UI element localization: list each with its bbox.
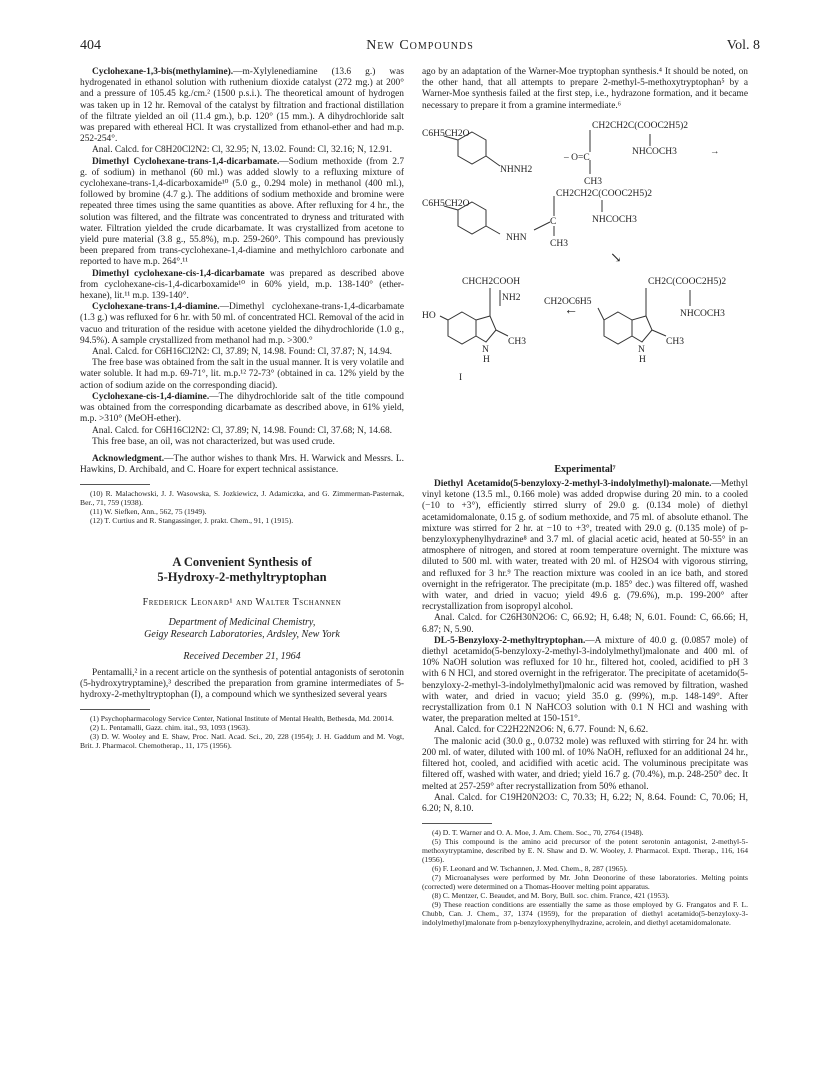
analysis-line: Anal. Calcd. for C26H30N2O6: C, 66.92; H, 6.48; N, 6.01. Found: C, 66.66; H, 6.87; N, 5.90. <box>422 613 748 635</box>
paragraph-text: —A mixture of 40.0 g. (0.0857 mole) of diethyl acetamido(5-benzyloxy-2-methyl-3-indolylmethyl)malonate and 400 ml. of 10% NaOH solution was refluxed for 10 hr., filtered hot, cooled, acidified to pH 3 with 6 N HCl, and stored overnight in the refrigerator. The precipitate of acetamido(5-benzyloxy-2-methyl-3-indolylmethyl)malonic acid was removed by filtration, washed with water, and dried in vacuo; yield 35.0 g. (99%), m.p. 148-149°. After recrystallization from 0.1 N NaHCO3 solution with 0.1 N HCl and washing with water, the preparation melted at 150-151°. <box>422 635 748 725</box>
reaction-arrow: ↘ <box>610 250 622 266</box>
scheme-label: NHNH2 <box>500 164 533 175</box>
paragraph-cis-diamine <box>80 392 404 426</box>
scheme-label: C6H5CH2O <box>422 128 470 139</box>
scheme-label: H <box>639 354 646 365</box>
paragraph-text: was prepared as described above from cyclohexane-cis-1,4-dicarboxamide¹⁰ in 60% yield, m.p. 138-140° (ether-hexane), lit.¹¹ m.p. 139-140°. <box>80 268 404 302</box>
received-date: Received December 21, 1964 <box>183 650 301 662</box>
paragraph-malonate <box>422 479 748 613</box>
analysis-line: Anal. Calcd. for C6H16Cl2N2: Cl, 37.89; N, 14.98. Found: Cl, 37.68; N, 14.68. <box>92 425 392 436</box>
compound-title: Diethyl Acetamido(5-benzyloxy-2-methyl-3-indolylmethyl)-malonate. <box>434 479 712 490</box>
scheme-label: CH3 <box>584 176 602 187</box>
scheme-label: CHCH2COOH <box>462 276 521 287</box>
scheme-label: H <box>483 354 490 365</box>
acknowledgment-title: Acknowledgment. <box>92 453 165 464</box>
scheme-label: NHCOCH3 <box>680 308 725 319</box>
scheme-label: NHCOCH3 <box>632 146 677 157</box>
scheme-label: N <box>638 344 645 355</box>
scheme-label: N <box>482 344 489 355</box>
article-title-line: A Convenient Synthesis of <box>172 555 312 570</box>
indole-benzene-ring-right <box>604 312 632 344</box>
scheme-label: CH3 <box>666 336 684 347</box>
compound-title: Dimethyl cyclohexane-cis-1,4-dicarbamate <box>92 268 265 279</box>
journal-title: New Compounds <box>366 38 474 53</box>
scheme-label: CH2OC6H5 <box>544 296 592 307</box>
scheme-label: C <box>550 216 557 227</box>
reaction-arrow: → <box>710 146 720 157</box>
volume-label: Vol. 8 <box>726 38 760 53</box>
compound-title: Cyclohexane-cis-1,4-diamine. <box>92 391 210 402</box>
footnote: (7) Microanalyses were performed by Mr. John Deonorine of these laboratories. Melting points (corrected) were determined on a Thomas-Hoover melting point apparatus. <box>422 873 748 892</box>
paragraph-tryptophan <box>422 636 748 726</box>
footnote: (5) This compound is the amino acid precursor of the potent serotonin antagonist, 2-methyl-5-methoxytryptamine, described by E. N. Shaw and D. W. Wooley, J. Pharmacol. Exptl. Therap., 116, 164 (1956). <box>422 837 748 865</box>
scheme-label: NHN <box>506 232 527 243</box>
paragraph-text: —m-Xylylenediamine (13.6 g.) was hydrogenated in ethanol solution with ruthenium dioxide catalyst (272 mg.) at 200° and a pressure of 105.45 kg./cm.² (1500 p.s.i.). The theoretical amount of hydrogen was taken up in 12 hr. Removal of the catalyst by filtration and fractional distillation of the filtrate yielded an oil (11.4 gm.), b.p. 120° (15 mm.). A dihydrochloride salt was prepared with ethereal HCl. It was crystallized from ethanol-ether and had m.p. 252-254°. <box>80 67 404 145</box>
compound-title: Dimethyl Cyclohexane-trans-1,4-dicarbamate. <box>92 156 280 167</box>
acknowledgment <box>80 454 404 476</box>
compound-title: Cyclohexane-1,3-bis(methylamine). <box>92 67 234 77</box>
scheme-label: C6H5CH2O <box>422 198 470 209</box>
footnote-rule <box>422 823 492 824</box>
affiliation-line: Department of Medicinal Chemistry, <box>168 616 316 628</box>
compound-number: I <box>459 372 463 383</box>
analysis-line: Anal. Calcd. for C19H20N2O3: C, 70.33; H, 6.22; N, 8.64. Found: C, 70.06; H, 6.20; N, 8.10. <box>422 792 748 814</box>
compound-title: Cyclohexane-trans-1,4-diamine. <box>92 302 220 313</box>
paragraph-cis-dicarbamate <box>80 269 404 303</box>
reaction-scheme-drawing <box>422 112 748 460</box>
paragraph-free-base: The free base was obtained from the salt in the usual manner. It is very volatile and water soluble. It had m.p. 69-71°, lit. m.p.¹² 72-73° (obtained in ca. 12% yield by the action of sodium azide on the corresponding diacid). <box>80 358 404 391</box>
indole-pyrrole-ring-right <box>632 316 652 342</box>
article-title <box>80 555 404 585</box>
paragraph-text: —Dimethyl cyclohexane-trans-1,4-dicarbamate (1.3 g.) was refluxed for 6 hr. with 50 ml. of concentrated HCl. Removal of the acid in vacuo and trituration of the residue with acetone yielded the dihydrochloride (1.0 g., 94.5%). A sample crystallized from methanol had m.p. >300.° <box>80 302 404 346</box>
scheme-label: CH3 <box>550 238 568 249</box>
analysis-line: Anal. Calcd. for C8H20Cl2N2: Cl, 32.95; N, 13.02. Found: Cl, 32.16; N, 12.91. <box>92 145 392 156</box>
right-column <box>422 67 748 927</box>
footnote: (10) R. Malachowski, J. J. Wasowska, S. Jozkiewicz, J. Adamiczka, and G. Zimmerman-Pasternak, Ber., 71, 759 (1938). <box>80 489 404 508</box>
acknowledgment-text: —The author wishes to thank Mrs. H. Warwick and Messrs. L. Hawkins, D. Archibald, and C. Hoare for expert technical assistance. <box>80 453 404 476</box>
left-column <box>80 67 404 750</box>
indole-pyrrole-ring <box>476 316 496 342</box>
footnote: (12) T. Curtius and R. Stangassinger, J. prakt. Chem., 91, 1 (1915). <box>90 516 294 526</box>
paragraph-text: —The dihydrochloride salt of the title compound was obtained from the corresponding dicarbamate as described above, in 61% yield, m.p. >310° (MeOH-ether). <box>80 391 404 425</box>
scheme-label: CH3 <box>508 336 526 347</box>
scheme-label: CH2CH2C(COOC2H5)2 <box>592 120 689 131</box>
footnote: (1) Psychopharmacology Service Center, National Institute of Mental Health, Bethesda, Md. 20014. <box>90 714 394 724</box>
footnote: (3) D. W. Wooley and E. Shaw, Proc. Natl. Acad. Sci., 20, 228 (1954); J. H. Gaddum and M. Vogt, Brit. J. Pharmacol. Chemotherap., 11, 175 (1956). <box>80 732 404 751</box>
paragraph-text: —Methyl vinyl ketone (13.5 ml., 0.166 mole) was added dropwise during 20 min. to a cooled (−10 to +3°), efficiently stirred slurry of 29.0 g. (0.134 mole) of diethyl acetamidomalonate, 0.15 g. of sodium methoxide, and 75 ml. of absolute ethanol. The mixture was stirred for 2 hr. at −10 to +3°, treated with 29.0 g. (0.135 mole) of p-benzyloxyphenylhydrazine⁸ and 3.7 ml. of glacial acetic acid, heated at 50-55° in an atmosphere of nitrogen, and stored at room temperature overnight. The mixture was diluted to 500 ml. with water, treated with 20 ml. of H2SO4 with vigorous stirring, and refluxed for 3 hr.⁹ The reaction mixture was cooled in an ice bath, and stored overnight in the refrigerator. The precipitate (m.p. 185° dec.) was filtered off, washed with water, and dried in vacuo; yield 49.6 g. (79.6%), m.p. 199-200° after recrystallization from isopropyl alcohol. <box>422 479 748 613</box>
scheme-label: NHCOCH3 <box>592 214 637 225</box>
scheme-label: – O=C <box>564 152 590 163</box>
analysis-line: Anal. Calcd. for C6H16Cl2N2: Cl, 37.89; N, 14.98. Found: Cl, 37.87; N, 14.94. <box>92 347 392 358</box>
footnote-rule <box>80 484 150 485</box>
reaction-scheme <box>422 112 748 460</box>
scheme-label: NH2 <box>502 292 521 303</box>
article-affiliation <box>80 617 404 641</box>
scheme-label: HO <box>422 310 436 321</box>
paragraph-trans-diamine <box>80 302 404 347</box>
paragraph-trans-dicarbamate <box>80 157 404 269</box>
scheme-label: CH2CH2C(COOC2H5)2 <box>556 188 653 199</box>
footnote: (2) L. Pentamalli, Gazz. chim. ital., 93, 1093 (1963). <box>90 723 250 733</box>
footnote: (6) F. Leonard and W. Tschannen, J. Med. Chem., 8, 287 (1965). <box>432 864 628 874</box>
intro-continuation: ago by an adaptation of the Warner-Moe tryptophan synthesis.⁴ It should be noted, on the other hand, that all attempts to prepare 2-methyl-5-methoxytryptophan⁵ by a Warner-Moe synthesis failed at the first step, i.e., hydrazone formation, and it became necessary to prepare it from a gramine intermediate.⁶ <box>422 67 748 111</box>
running-header <box>80 38 760 56</box>
page-number: 404 <box>80 38 101 53</box>
article-intro: Pentamalli,² in a recent article on the synthesis of potential antagonists of serotonin (5-hydroxytryptamine),³ described the preparation from gramine intermediates of 5-hydroxy-2-methyltryptophan (I), a compound which we synthesized several years <box>80 667 404 701</box>
paragraph-text: —Sodium methoxide (from 2.7 g. of sodium) in methanol (60 ml.) was added slowly to a refluxing mixture of cyclohexane-trans-1,4-dicarboxamide¹⁰ (5.0 g., 0.294 mole) in methanol (400 ml.), followed by bromine (4.7 g.). The additions of sodium methoxide and bromine were repeated three times using the same quantities as above. After refluxing for 4 hr., the solution was filtered, and the filtrate was concentrated to dryness and triturated with water. Filtration yielded the crude dicarbamate. It was crystallized from acetone to yield pure material (3.8 g., 55.8%), m.p. 259-260°. This compound has previously been prepared from trans-cyclohexane-1,4-diamine and methylchloro carbonate and reported to have m.p. 264°.¹¹ <box>80 156 405 268</box>
experimental-heading: Experimental⁷ <box>554 463 616 475</box>
footnote: (11) W. Siefken, Ann., 562, 75 (1949). <box>90 507 207 517</box>
analysis-line: Anal. Calcd. for C22H22N2O6: N, 6.77. Found: N, 6.62. <box>434 725 649 736</box>
footnote-rule <box>80 709 150 710</box>
affiliation-line: Geigy Research Laboratories, Ardsley, New York <box>144 628 340 640</box>
footnote: (4) D. T. Warner and O. A. Moe, J. Am. Chem. Soc., 70, 2764 (1948). <box>432 828 644 838</box>
paragraph-note: This free base, an oil, was not characterized, but was used crude. <box>92 436 335 447</box>
footnote: (8) C. Mentzer, C. Beaudet, and M. Bory, Bull. soc. chim. France, 421 (1953). <box>432 891 670 901</box>
paragraph-cyclohexane-bis-methylamine <box>80 67 404 145</box>
scheme-label: CH2C(COOC2H5)2 <box>648 276 727 287</box>
reaction-arrow: ← <box>564 302 578 318</box>
indole-benzene-ring <box>448 312 476 344</box>
paragraph-malonic-acid: The malonic acid (30.0 g., 0.0732 mole) was refluxed with stirring for 24 hr. with 200 ml. of water, diluted with 100 ml. of 10% NaOH, refluxed for an additional 24 hr., filtered hot, cooled, and acidified with acetic acid. The voluminous precipitate was filtered off, washed with water, and dried; yield 16.7 g. (70.4%), m.p. 248-250° dec. It melted at 257-259° after recrystallization from 50% ethanol. <box>422 736 748 792</box>
article-title-line: 5-Hydroxy-2-methyltryptophan <box>157 570 327 585</box>
article-authors: Frederick Leonard¹ and Walter Tschannen <box>142 597 342 609</box>
footnote: (9) These reaction conditions are essentially the same as those employed by G. Frangatos and F. L. Chubb, Can. J. Chem., 37, 1374 (1959), for the preparation of diethyl acetamido(5-benzyloxy-3-indolylmethyl)malonate from p-benzyloxyphenylhydrazine, acrolein, and diethyl acetamidomalonate. <box>422 900 748 928</box>
compound-title: DL-5-Benzyloxy-2-methyltryptophan. <box>434 635 586 646</box>
